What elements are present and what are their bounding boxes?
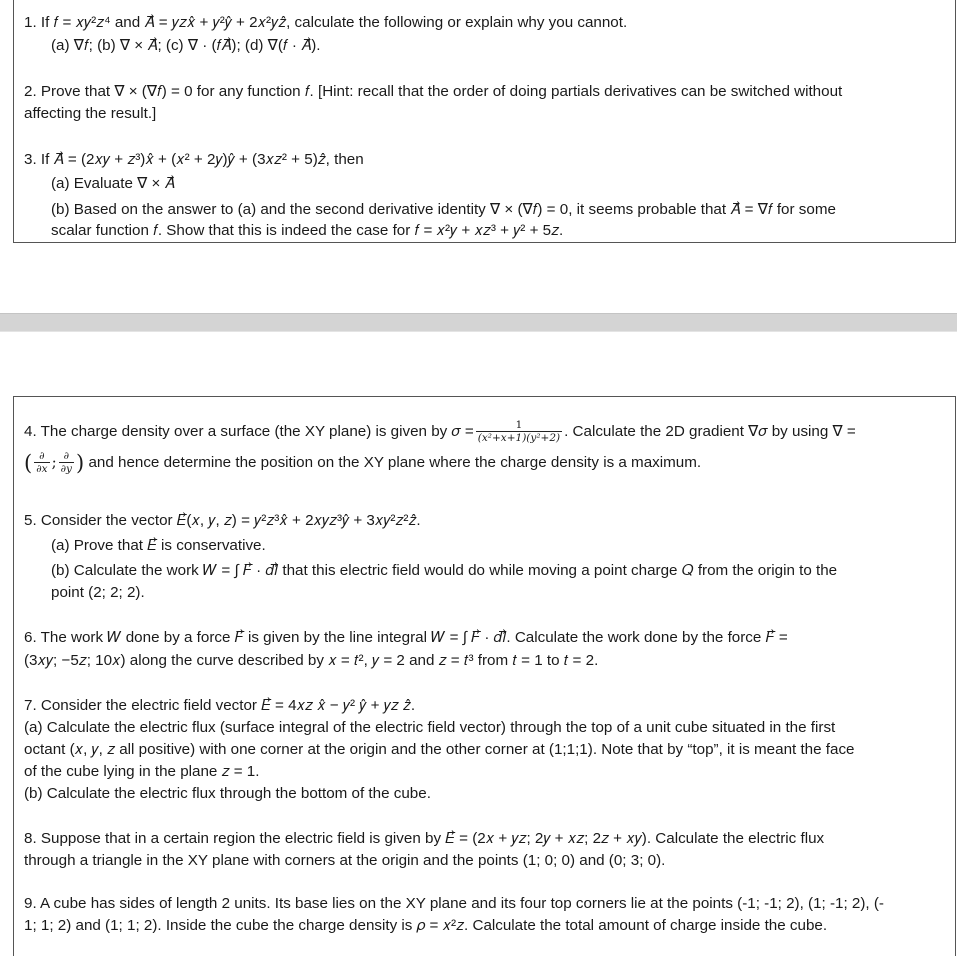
problem-4-statement bbox=[24, 417, 856, 447]
partial-x-fraction: $\frac{\partial}{\text{∂𝑥}}$ bbox=[36, 450, 48, 476]
problem-1-parts: (a) ∇𝑓; (b) ∇ × 𝐴⃗; (c) ∇ · (𝑓𝐴⃗); (d) ∇(𝑓 · 𝐴⃗). bbox=[51, 37, 321, 54]
problem-7-part-a: (a) Calculate the electric flux (surface integral of the electric field vector) through the top of a unit cube situated in the first bbox=[24, 719, 836, 736]
problem-8-continuation: through a triangle in the XY plane with corners at the origin and the points (1; 0; 0) and (0; 3; 0). bbox=[24, 852, 666, 869]
problem-3-statement: 3. If 𝐴⃗ = (2𝑥𝑦 + 𝑧³)𝑥̂ + (𝑥² + 2𝑦)𝑦̂ + (3𝑥𝑧² + 5)𝑧̂, then bbox=[24, 151, 364, 168]
problem-4-text-end: . Calculate the 2D gradient ∇𝜎 by using ∇ = bbox=[564, 423, 856, 440]
problem-9-continuation: 1; 1; 2) and (1; 1; 2). Inside the cube the charge density is 𝜌 = 𝑥²𝑧. Calculate the total amount of charge inside the cube. bbox=[24, 917, 828, 934]
problem-4-text-line-2: and hence determine the position on the XY plane where the charge density is a maximum. bbox=[88, 454, 702, 471]
problem-5-part-b-continuation: point (2; 2; 2). bbox=[51, 584, 145, 601]
problem-3-part-b-continuation: scalar function 𝑓. Show that this is indeed the case for 𝑓 = 𝑥²𝑦 + 𝑥𝑧³ + 𝑦² + 5𝑧. bbox=[51, 222, 564, 239]
bottom-problem-panel bbox=[13, 396, 956, 956]
problem-4-continuation: ( $\frac{\partial}{\text{∂𝑥}}$ ; $\frac{\partial}{\text{∂𝑦}}$ ) and hence determine the position on the XY plane where the charge density is a maximum. bbox=[24, 450, 702, 476]
problem-7-part-a-line-2: octant (𝑥, 𝑦, 𝑧 all positive) with one corner at the origin and the other corner at (1;1;1). Note that by “top”, it is meant the face bbox=[24, 741, 855, 758]
problem-2-statement: 2. Prove that ∇ × (∇𝑓) = 0 for any function 𝑓. [Hint: recall that the order of doing partials derivatives can be switched without bbox=[24, 83, 843, 100]
partial-y-fraction: $\frac{\partial}{\text{∂𝑦}}$ bbox=[60, 450, 72, 476]
sigma-fraction-numerator: 1 bbox=[515, 419, 523, 432]
problem-3-part-a: (a) Evaluate ∇ × 𝐴⃗ bbox=[51, 175, 175, 192]
top-problem-panel bbox=[13, 0, 956, 243]
problem-6-statement: 6. The work 𝑊 done by a force 𝐹⃗ is given by the line integral 𝑊 = ∫ 𝐹⃗ · 𝑑𝑙⃗. Calculate the work done by the force 𝐹⃗ = bbox=[24, 629, 788, 646]
problem-1-statement: 1. If 𝑓 = 𝑥𝑦²𝑧⁴ and 𝐴⃗ = 𝑦𝑧𝑥̂ + 𝑦²𝑦̂ + 2𝑥²𝑦𝑧̂, calculate the following or explain why you cannot. bbox=[24, 14, 628, 31]
problem-2-continuation: affecting the result.] bbox=[24, 105, 157, 122]
problem-4-text-start: 4. The charge density over a surface (the XY plane) is given by 𝜎 = bbox=[24, 423, 474, 440]
problem-6-continuation: (3𝑥𝑦; −5𝑧; 10𝑥) along the curve described by 𝑥 = 𝑡², 𝑦 = 2 and 𝑧 = 𝑡³ from 𝑡 = 1 to 𝑡 = 2. bbox=[24, 652, 599, 669]
problem-7-statement: 7. Consider the electric field vector 𝐸⃗ = 4𝑥𝑧 𝑥̂ − 𝑦² 𝑦̂ + 𝑦𝑧 𝑧̂. bbox=[24, 697, 416, 714]
problem-5-statement: 5. Consider the vector 𝐸⃗(𝑥, 𝑦, 𝑧) = 𝑦²𝑧³𝑥̂ + 2𝑥𝑦𝑧³𝑦̂ + 3𝑥𝑦²𝑧²𝑧̂. bbox=[24, 512, 421, 529]
problem-9-statement: 9. A cube has sides of length 2 units. Its base lies on the XY plane and its four top corners lie at the points (-1; -1; 2), (1; -1; 2), (- bbox=[24, 895, 884, 912]
problem-7-part-b: (b) Calculate the electric flux through the bottom of the cube. bbox=[24, 785, 431, 802]
problem-5-part-a: (a) Prove that 𝐸⃗ is conservative. bbox=[51, 537, 266, 554]
problem-3-part-b: (b) Based on the answer to (a) and the second derivative identity ∇ × (∇𝑓) = 0, it seems probable that 𝐴⃗ = ∇𝑓 for some bbox=[51, 201, 836, 218]
sigma-fraction bbox=[476, 419, 562, 444]
page-separator bbox=[0, 313, 957, 332]
problem-8-statement: 8. Suppose that in a certain region the electric field is given by 𝐸⃗ = (2𝑥 + 𝑦𝑧; 2𝑦 + 𝑥𝑧; 2𝑧 + 𝑥𝑦). Calculate the electric flux bbox=[24, 830, 825, 847]
problem-5-part-b: (b) Calculate the work 𝑊 = ∫ 𝐹⃗ · 𝑑𝑙⃗ that this electric field would do while moving a point charge 𝑄 from the origin to the bbox=[51, 562, 838, 579]
problem-7-part-a-line-3: of the cube lying in the plane 𝑧 = 1. bbox=[24, 763, 260, 780]
sigma-fraction-denominator: (𝑥²+𝑥+1)(𝑦²+2) bbox=[477, 432, 561, 445]
